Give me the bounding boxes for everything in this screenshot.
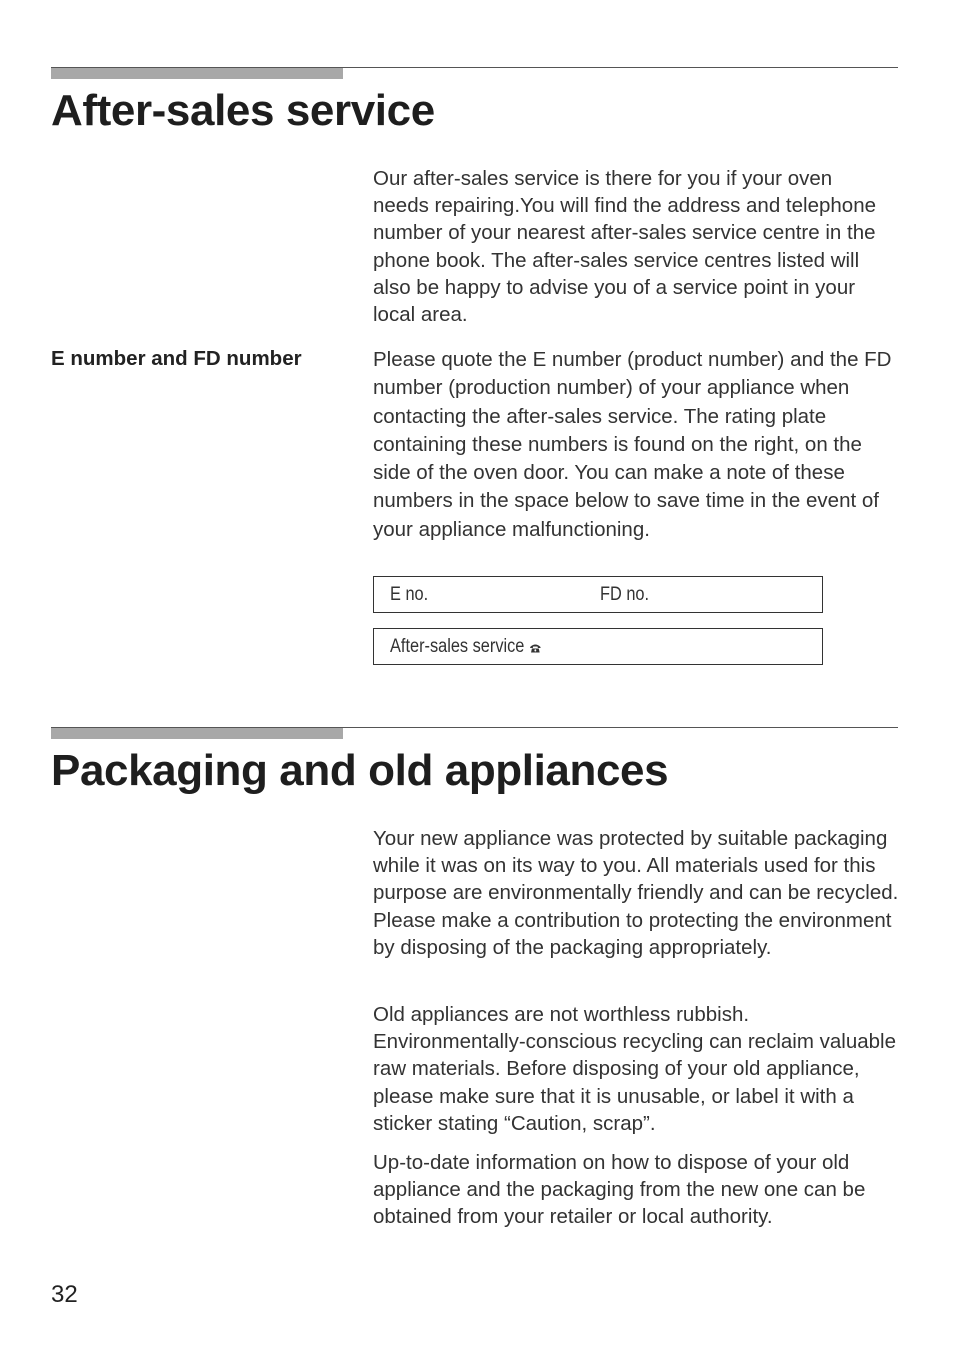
page-number: 32	[51, 1281, 78, 1308]
fd-no-label: FD no.	[600, 584, 650, 605]
e-fd-number-note-box[interactable]	[373, 576, 823, 613]
telephone-icon	[530, 643, 542, 653]
packaging-paragraph-1: Your new appliance was protected by suitable packaging while it was on its way to you. All materials used for this purpose are environmentally friendly and can be recycled. Please make a contribution to protecting the environment by disposing of the packaging appropriately.	[373, 827, 899, 959]
page-title-after-sales: After-sales service	[51, 86, 435, 135]
section-divider	[51, 727, 898, 728]
subsection-label-e-fd-number: E number and FD number	[51, 347, 302, 370]
e-no-label: E no.	[390, 584, 429, 605]
packaging-paragraph-3: Up-to-date information on how to dispose of your old appliance and the packaging from the new one can be obtained from your retailer or local authority.	[373, 1151, 866, 1229]
after-sales-service-note-box[interactable]	[373, 628, 823, 665]
section-divider	[51, 67, 898, 68]
section-bar-accent	[51, 728, 343, 739]
after-sales-intro: Our after-sales service is there for you if your oven needs repairing.You will find the address and telephone number of your nearest after-sales service centre in the phone book. The after-sales service centres listed will also be happy to advise you of a service point in your local area.	[373, 167, 876, 327]
e-fd-number-text: Please quote the E number (product number) and the FD number (production number) of your appliance when contacting the after-sales service. The rating plate containing these numbers is found on the right, on the side of the oven door. You can make a note of these numbers in the space below to save time in the event of your appliance malfunctioning.	[373, 348, 892, 541]
page-title-packaging: Packaging and old appliances	[51, 746, 669, 795]
after-sales-service-text: After-sales service	[390, 636, 525, 657]
section-bar-accent	[51, 68, 343, 79]
after-sales-service-label	[390, 636, 542, 658]
packaging-paragraph-2: Old appliances are not worthless rubbish. Environmentally-conscious recycling can reclaim valuable raw materials. Before disposing of your old appliance, please make sure that it is unusable, or label it with a sticker stating “Caution, scrap”.	[373, 1003, 896, 1135]
